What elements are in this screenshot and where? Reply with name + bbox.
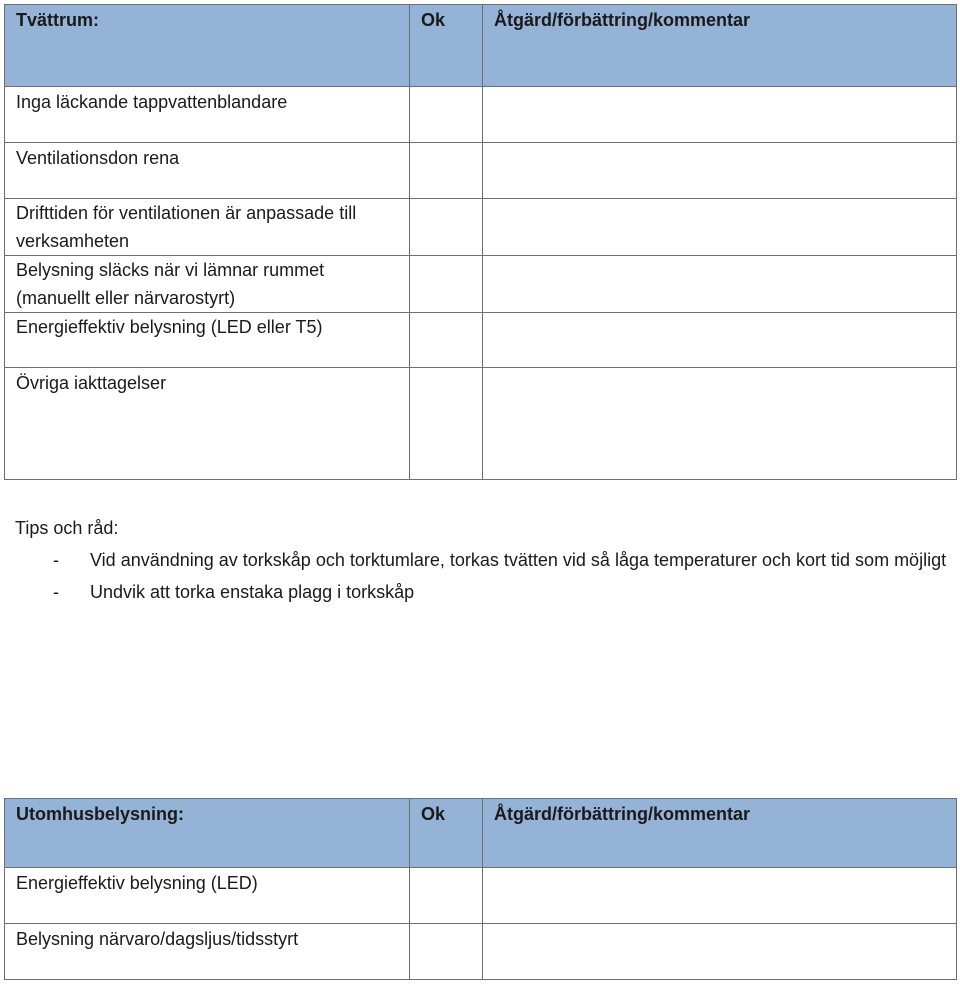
table-row: [5, 256, 957, 313]
outdoor-header-comment: Åtgärd/förbättring/kommentar: [483, 799, 957, 868]
ok-cell[interactable]: [410, 143, 483, 199]
tip-text: Vid användning av torkskåp och torktumlare, torkas tvätten vid så låga temperaturer och kort tid som möjligt: [90, 550, 947, 570]
checklist-item-label: Energieffektiv belysning (LED eller T5): [5, 313, 410, 368]
ok-cell[interactable]: [410, 199, 483, 256]
outdoor-header-area: Utomhusbelysning:: [5, 799, 410, 868]
tips-list: [15, 544, 955, 608]
list-item: [15, 544, 955, 576]
ok-cell[interactable]: [410, 368, 483, 480]
comment-cell[interactable]: [483, 924, 957, 980]
checklist-item-label: Drifttiden för ventilationen är anpassade till verksamheten: [5, 199, 410, 256]
ok-cell[interactable]: [410, 87, 483, 143]
comment-cell[interactable]: [483, 143, 957, 199]
comment-cell[interactable]: [483, 313, 957, 368]
laundry-header-area: Tvättrum:: [5, 5, 410, 87]
comment-cell[interactable]: [483, 868, 957, 924]
tips-section: [15, 512, 955, 608]
laundry-checklist-table: [4, 4, 957, 480]
comment-cell[interactable]: [483, 199, 957, 256]
list-item: [15, 576, 955, 608]
table-row: [5, 313, 957, 368]
table-row: [5, 368, 957, 480]
comment-cell[interactable]: [483, 256, 957, 313]
table-row: [5, 868, 957, 924]
comment-cell[interactable]: [483, 87, 957, 143]
outdoor-checklist-table: [4, 798, 957, 980]
outdoor-header-ok: Ok: [410, 799, 483, 868]
checklist-item-label: Övriga iakttagelser: [5, 368, 410, 480]
laundry-header-row: [5, 5, 957, 87]
laundry-header-comment: Åtgärd/förbättring/kommentar: [483, 5, 957, 87]
ok-cell[interactable]: [410, 924, 483, 980]
checklist-item-label: Energieffektiv belysning (LED): [5, 868, 410, 924]
comment-cell[interactable]: [483, 368, 957, 480]
checklist-item-label: Ventilationsdon rena: [5, 143, 410, 199]
laundry-header-ok: Ok: [410, 5, 483, 87]
checklist-item-label: Inga läckande tappvattenblandare: [5, 87, 410, 143]
table-row: [5, 143, 957, 199]
checklist-item-label: Belysning släcks när vi lämnar rummet (manuellt eller närvarostyrt): [5, 256, 410, 313]
table-row: [5, 87, 957, 143]
list-bullet: -: [53, 582, 59, 602]
list-bullet: -: [53, 550, 59, 570]
ok-cell[interactable]: [410, 868, 483, 924]
ok-cell[interactable]: [410, 313, 483, 368]
outdoor-header-row: [5, 799, 957, 868]
ok-cell[interactable]: [410, 256, 483, 313]
table-row: [5, 199, 957, 256]
tips-heading: Tips och råd:: [15, 518, 119, 538]
checklist-item-label: Belysning närvaro/dagsljus/tidsstyrt: [5, 924, 410, 980]
tip-text: Undvik att torka enstaka plagg i torkskåp: [90, 582, 415, 602]
table-row: [5, 924, 957, 980]
